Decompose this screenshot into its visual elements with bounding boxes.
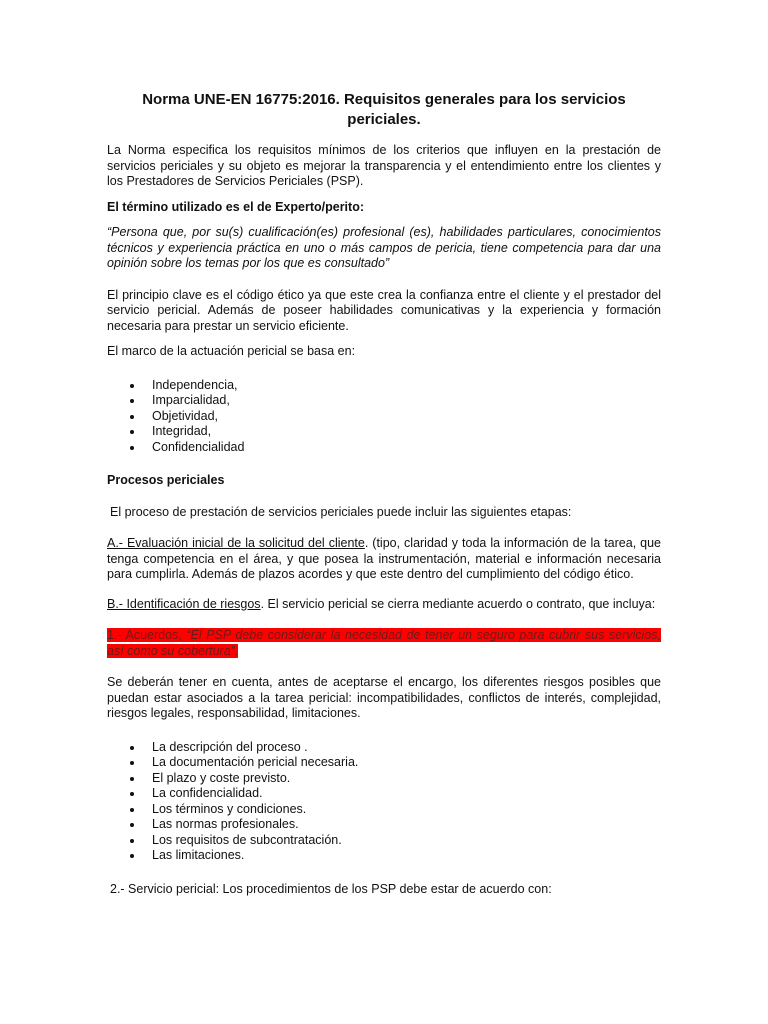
intro-paragraph: La Norma especifica los requisitos mínimos de los criterios que influyen en la prestación de servicios periciales y su objeto es mejorar la transparencia y el entendimiento entre los clientes y los Prestadores de Servicios Periciales (PSP). (107, 143, 661, 188)
agreement-highlight (107, 628, 661, 658)
list-item: Integridad, (107, 424, 661, 440)
list-item: Independencia, (107, 378, 661, 394)
term-heading: El término utilizado es el de Experto/perito: (107, 199, 364, 214)
framework-list (107, 378, 661, 456)
stage-a-label: A.- Evaluación inicial de la solicitud del cliente (107, 536, 365, 550)
list-item: El plazo y coste previsto. (107, 771, 661, 787)
stage-b-paragraph (107, 597, 661, 613)
stage-b-label: B.- Identificación de riesgos (107, 596, 261, 611)
stage-a-text: . (tipo, claridad y toda la información de la tarea, que tenga competencia en el área, y que posea la instrumentación, material e información necesaria para cumplirla. Además de plazos acordes y que este dentro del cumplimiento del código ético. (107, 536, 661, 581)
list-item: La documentación pericial necesaria. (107, 755, 661, 771)
stage-a-paragraph (107, 536, 661, 583)
list-item: Las normas profesionales. (107, 817, 661, 833)
page-title: Norma UNE-EN 16775:2016. Requisitos generales para los servicios periciales. (142, 91, 626, 128)
list-item: La descripción del proceso . (107, 740, 661, 756)
list-item: Objetividad, (107, 409, 661, 425)
list-item: Los requisitos de subcontratación. (107, 833, 661, 849)
stage-b-text: . El servicio pericial se cierra mediante acuerdo o contrato, que incluya: (260, 596, 656, 611)
agreement-text: “El PSP debe considerar la necesidad de tener un seguro para cubrir sus servicios, así como su cobertura”. (107, 628, 662, 658)
list-item: La confidencialidad. (107, 786, 661, 802)
agreement-paragraph (107, 628, 661, 659)
list-item: Los términos y condiciones. (107, 802, 661, 818)
list-item: Las limitaciones. (107, 848, 661, 864)
principle-paragraph: El principio clave es el código ético ya que este crea la confianza entre el cliente y el prestador del servicio pericial. Además de poseer habilidades comunicativas y la experiencia y formación necesaria para prestar un servicio eficiente. (107, 287, 661, 333)
service-paragraph: 2.- Servicio pericial: Los procedimientos de los PSP debe estar de acuerdo con: (110, 881, 552, 896)
document-page (107, 90, 661, 897)
list-item: Imparcialidad, (107, 393, 661, 409)
processes-heading: Procesos periciales (107, 473, 225, 487)
risks-paragraph: Se deberán tener en cuenta, antes de aceptarse el encargo, los diferentes riesgos posibles que puedan estar asociados a la tarea pericial: incompatibilidades, conflictos de interés, complejidad, riesgos legales, responsabilidad, limitaciones. (107, 675, 661, 720)
definition-quote: “Persona que, por su(s) cualificación(es) profesional (es), habilidades particulares, conocimientos técnicos y experiencia práctica en uno o más campos de pericia, tiene competencia para dar una opinión sobre los temas por los que es consultado” (107, 225, 661, 270)
agreement-label: 1.- Acuerdos, (107, 628, 187, 642)
list-item: Confidencialidad (107, 440, 661, 456)
framework-intro: El marco de la actuación pericial se basa en: (107, 344, 356, 358)
processes-intro: El proceso de prestación de servicios periciales puede incluir las siguientes etapas: (110, 504, 572, 519)
contract-list (107, 740, 661, 864)
